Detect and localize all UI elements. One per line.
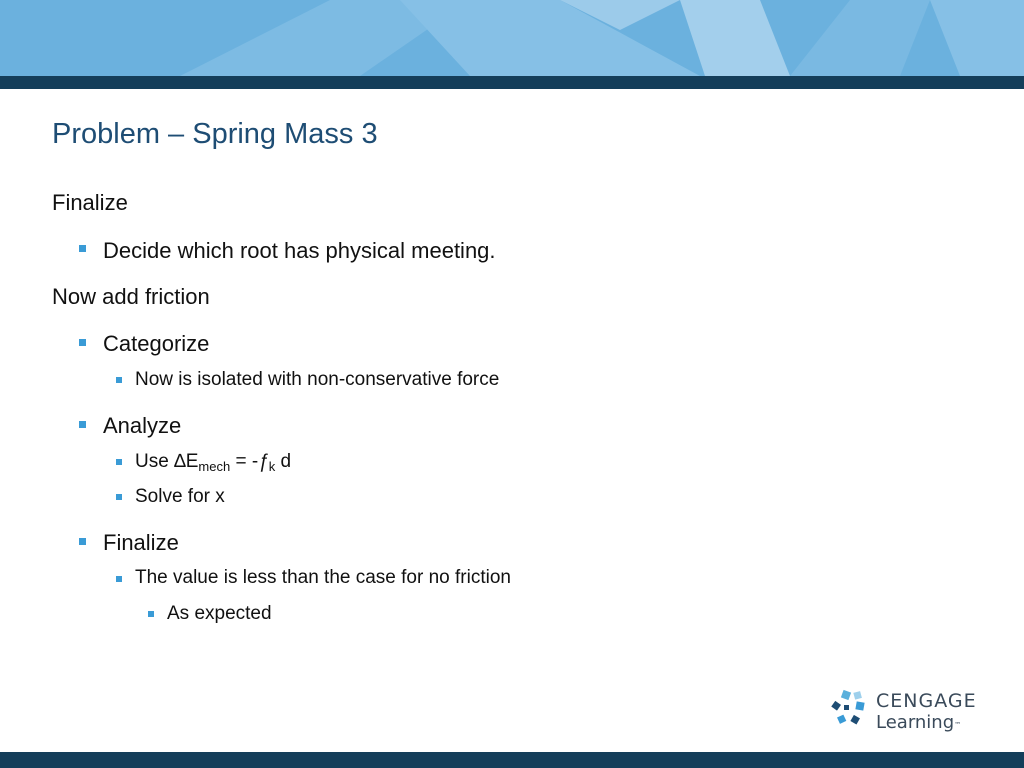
- mech-subscript: mech: [198, 459, 231, 474]
- expected-item: As expected: [167, 603, 272, 624]
- distance-text: d: [275, 451, 292, 472]
- equals-text: = -: [230, 451, 259, 472]
- bullet-icon: [79, 538, 86, 545]
- sub-bullet-icon: [116, 377, 122, 383]
- analyze-item: Analyze: [103, 413, 182, 438]
- sub-sub-bullet-icon: [148, 611, 154, 617]
- logo-text-learning: [876, 712, 961, 733]
- solve-item: Solve for x: [135, 486, 225, 507]
- categorize-detail: Now is isolated with non-conservative force: [135, 369, 500, 390]
- banner-decoration: [0, 0, 1024, 76]
- sub-bullet-icon: [116, 459, 122, 465]
- footer-bar: [0, 752, 1024, 768]
- slide-title: Problem – Spring Mass 3: [52, 118, 378, 150]
- k-subscript: k: [268, 459, 276, 474]
- finalize-heading: Finalize: [52, 190, 128, 215]
- sub-bullet-icon: [116, 576, 122, 582]
- sub-bullet-icon: [116, 494, 122, 500]
- use-prefix: Use: [135, 451, 175, 472]
- decide-item: Decide which root has physical meeting.: [103, 238, 496, 263]
- bullet-icon: [79, 245, 86, 252]
- bullet-icon: [79, 421, 86, 428]
- energy-symbol: E: [185, 451, 199, 472]
- header-banner: [0, 0, 1024, 76]
- friction-symbol: ƒ: [258, 451, 269, 472]
- bullet-icon: [79, 339, 86, 346]
- categorize-item: Categorize: [103, 331, 210, 356]
- header-bar: [0, 76, 1024, 89]
- trademark-symbol: ™: [954, 721, 962, 729]
- friction-heading: Now add friction: [52, 284, 210, 309]
- logo-text-cengage: CENGAGE: [876, 690, 977, 712]
- delta-symbol: ∆: [174, 451, 186, 472]
- value-item: The value is less than the case for no friction: [135, 567, 511, 588]
- logo-learning-word: Learning: [876, 712, 955, 733]
- energy-equation: [135, 451, 291, 474]
- finalize-item: Finalize: [103, 530, 179, 555]
